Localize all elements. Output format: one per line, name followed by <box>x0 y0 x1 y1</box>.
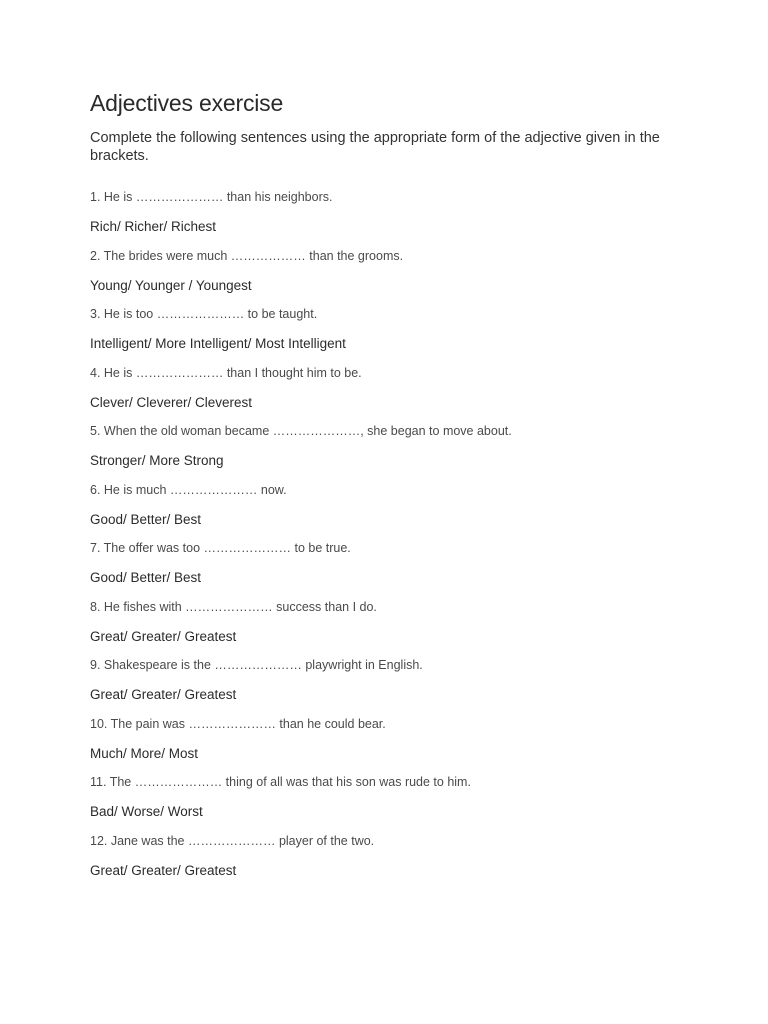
question-options: Stronger/ More Strong <box>90 453 224 468</box>
question-options: Great/ Greater/ Greatest <box>90 862 237 878</box>
question-options: Great/ Greater/ Greatest <box>90 687 237 702</box>
question-list <box>90 188 710 890</box>
question-item-6 <box>90 481 710 540</box>
question-sentence: 8. He fishes with ………………… success than I do. <box>90 599 377 614</box>
question-item-9 <box>90 656 710 715</box>
question-item-12 <box>90 832 710 891</box>
question-item-10 <box>90 715 710 774</box>
question-item-5 <box>90 422 710 481</box>
question-sentence: 4. He is ………………… than I thought him to be. <box>90 365 362 380</box>
question-item-7 <box>90 539 710 598</box>
question-options: Good/ Better/ Best <box>90 570 202 585</box>
question-sentence: 1. He is ………………… than his neighbors. <box>90 190 333 204</box>
question-sentence: 10. The pain was ………………… than he could bear. <box>90 716 386 731</box>
question-options: Great/ Greater/ Greatest <box>90 628 237 644</box>
question-item-11 <box>90 773 710 832</box>
question-sentence: 3. He is too ………………… to be taught. <box>90 307 318 321</box>
page-title: Adjectives exercise <box>90 90 284 116</box>
question-sentence: 2. The brides were much ……………… than the grooms. <box>90 248 404 263</box>
question-options: Clever/ Cleverer/ Cleverest <box>90 394 253 410</box>
question-options: Bad/ Worse/ Worst <box>90 804 203 819</box>
question-sentence: 9. Shakespeare is the ………………… playwright in English. <box>90 658 423 672</box>
instructions-text: Complete the following sentences using the appropriate form of the adjective given in the brackets. <box>90 130 660 164</box>
question-options: Rich/ Richer/ Richest <box>90 219 217 234</box>
question-sentence: 11. The ………………… thing of all was that his son was rude to him. <box>90 775 471 789</box>
question-options: Intelligent/ More Intelligent/ Most Intelligent <box>90 336 346 351</box>
question-item-8 <box>90 598 710 657</box>
question-item-2 <box>90 247 710 306</box>
question-item-4 <box>90 364 710 423</box>
question-item-1 <box>90 188 710 247</box>
question-options: Good/ Better/ Best <box>90 511 202 527</box>
question-item-3 <box>90 305 710 364</box>
question-sentence: 6. He is much ………………… now. <box>90 482 287 497</box>
question-sentence: 5. When the old woman became …………………, she began to move about. <box>90 424 512 438</box>
question-sentence: 12. Jane was the ………………… player of the two. <box>90 833 375 848</box>
question-sentence: 7. The offer was too ………………… to be true. <box>90 541 351 555</box>
question-options: Young/ Younger / Youngest <box>90 277 252 293</box>
question-options: Much/ More/ Most <box>90 745 199 761</box>
